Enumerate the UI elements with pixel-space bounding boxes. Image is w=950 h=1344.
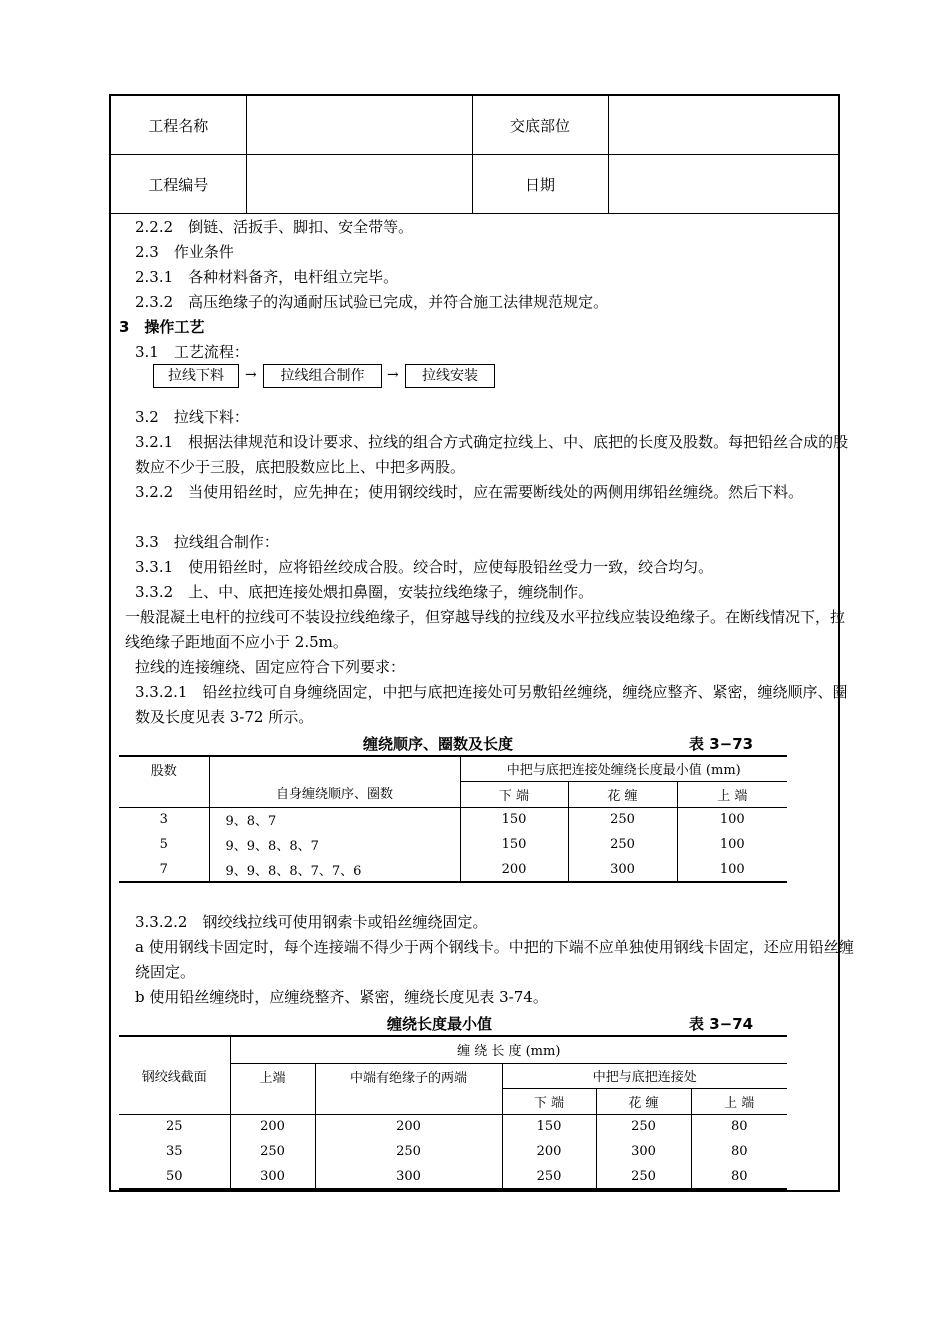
cell: 300 bbox=[230, 1164, 315, 1189]
col-upper: 上端 bbox=[230, 1063, 315, 1114]
col-top: 上 端 bbox=[691, 1088, 787, 1114]
cell: 300 bbox=[568, 857, 677, 882]
cell: 300 bbox=[315, 1164, 502, 1189]
cell: 300 bbox=[596, 1139, 691, 1164]
table73-title: 缠绕顺序、圈数及长度 bbox=[363, 735, 514, 753]
paragraph: 2.2.2 倒链、活扳手、脚扣、安全带等。 bbox=[135, 218, 414, 236]
paragraph: 3.3.2 上、中、底把连接处煨扣鼻圈，安装拉线绝缘子，缠绕制作。 bbox=[135, 583, 594, 601]
table74-number: 表 3−74 bbox=[689, 1015, 754, 1033]
paragraph: 2.3.2 高压绝缘子的沟通耐压试验已完成，并符合施工法律规范规定。 bbox=[135, 293, 609, 311]
col-lower: 下 端 bbox=[502, 1088, 596, 1114]
arrow-icon: → bbox=[245, 367, 257, 383]
paragraph: 2.3 作业条件 bbox=[135, 243, 234, 261]
table-row bbox=[119, 807, 787, 832]
section-heading: 3 操作工艺 bbox=[119, 318, 205, 336]
cell: 35 bbox=[119, 1139, 230, 1164]
table-row bbox=[119, 1114, 787, 1139]
document-frame bbox=[109, 94, 854, 1192]
project-name-label: 工程名称 bbox=[111, 96, 246, 155]
cell: 7 bbox=[119, 857, 209, 882]
paragraph: 2.3.1 各种材料备齐，电杆组立完毕。 bbox=[135, 268, 399, 286]
cell: 250 bbox=[596, 1114, 691, 1139]
table74-title: 缠绕长度最小值 bbox=[387, 1015, 493, 1033]
cell: 100 bbox=[719, 837, 745, 852]
paragraph: a 使用钢线卡固定时，每个连接端不得少于两个钢线卡。中把的下端不应单独使用钢线卡固定，还应用铅丝缠绕固定。 bbox=[135, 938, 854, 981]
table-74 bbox=[119, 1035, 787, 1190]
cell: 150 bbox=[460, 832, 568, 857]
paragraph: 3.1 工艺流程： bbox=[135, 343, 249, 361]
project-no-value bbox=[246, 155, 472, 214]
location-label: 交底部位 bbox=[472, 96, 608, 155]
cell: 50 bbox=[119, 1164, 230, 1189]
table73-number: 表 3−73 bbox=[689, 735, 754, 753]
location-value bbox=[608, 96, 838, 155]
date-label: 日期 bbox=[472, 155, 608, 214]
col-flower: 花 缠 bbox=[568, 781, 677, 807]
cell: 80 bbox=[691, 1164, 787, 1189]
cell: 250 bbox=[568, 832, 677, 857]
cell: 250 bbox=[315, 1139, 502, 1164]
col-section: 钢绞线截面 bbox=[119, 1036, 230, 1114]
cell: 80 bbox=[730, 1144, 748, 1159]
col-flower: 花 缠 bbox=[596, 1088, 691, 1114]
cell: 200 bbox=[460, 857, 568, 882]
table-73 bbox=[119, 755, 787, 883]
cell: 150 bbox=[502, 1114, 596, 1139]
flow-step: 拉线安装 bbox=[405, 364, 495, 388]
table-row bbox=[119, 1164, 787, 1189]
paragraph: 3.3.1 使用铅丝时，应将铅丝绞成合股。绞合时，应使每股铅丝受力一致，绞合均匀。 bbox=[135, 558, 714, 576]
project-name-value bbox=[246, 96, 472, 155]
flow-step: 拉线下料 bbox=[153, 364, 239, 388]
paragraph: 3.2 拉线下料： bbox=[135, 408, 249, 426]
cell: 150 bbox=[460, 807, 568, 832]
cell: 5 bbox=[119, 832, 209, 857]
table-row bbox=[119, 832, 787, 857]
table-row bbox=[119, 857, 787, 882]
cell: 9、9、8、8、7、7、6 bbox=[209, 857, 460, 882]
paragraph: b 使用铅丝缠绕时，应缠绕整齐、紧密，缠绕长度见表 3-74。 bbox=[135, 988, 548, 1006]
paragraph: 3.2.1 根据法律规范和设计要求、拉线的组合方式确定拉线上、中、底把的长度及股数。每把铅丝合成的股数应不少于三股，底把股数应比上、中把多两股。 bbox=[135, 433, 849, 476]
paragraph: 拉线的连接缠绕、固定应符合下列要求： bbox=[135, 658, 406, 676]
col-upper: 上 端 bbox=[677, 781, 787, 807]
col-lower: 下 端 bbox=[460, 781, 568, 807]
col-middle: 中端有绝缘子的两端 bbox=[315, 1063, 502, 1114]
cell: 100 bbox=[719, 812, 745, 828]
col-group: 中把与底把连接处缠绕长度最小值 (mm) bbox=[460, 756, 787, 781]
cell: 250 bbox=[230, 1139, 315, 1164]
project-no-label: 工程编号 bbox=[111, 155, 246, 214]
cell: 80 bbox=[730, 1119, 748, 1135]
cell: 200 bbox=[315, 1114, 502, 1139]
cell: 200 bbox=[502, 1139, 596, 1164]
paragraph: 3.3 拉线组合制作： bbox=[135, 533, 279, 551]
paragraph: 一般混凝土电杆的拉线可不装设拉线绝缘子，但穿越导线的拉线及水平拉线应装设绝缘子。在断线情况下，拉线绝缘子距地面不应小于 2.5m。 bbox=[125, 608, 846, 651]
table-row bbox=[119, 1139, 787, 1164]
cell: 25 bbox=[119, 1114, 230, 1139]
paragraph: 3.3.2.1 铅丝拉线可自身缠绕固定，中把与底把连接处可另敷铅丝缠绕，缠绕应整齐、紧密，缠绕顺序、圈数及长度见表 3-72 所示。 bbox=[135, 683, 848, 726]
cell: 250 bbox=[596, 1164, 691, 1189]
flow-step: 拉线组合制作 bbox=[263, 364, 382, 388]
cell: 3 bbox=[119, 807, 209, 832]
paragraph: 3.3.2.2 钢绞线拉线可使用钢索卡或铅丝缠绕固定。 bbox=[135, 913, 488, 931]
cell: 250 bbox=[502, 1164, 596, 1189]
arrow-icon: → bbox=[387, 367, 399, 383]
cell: 250 bbox=[568, 807, 677, 832]
cell: 9、9、8、8、7 bbox=[209, 832, 460, 857]
col-group: 缠 绕 长 度 (mm) bbox=[230, 1036, 787, 1063]
col-order: 自身缠绕顺序、圈数 bbox=[209, 756, 460, 807]
paragraph: 3.2.2 当使用铅丝时，应先抻在；使用钢绞线时，应在需要断线处的两侧用绑铅丝缠绕。然后下料。 bbox=[135, 483, 804, 501]
cell: 200 bbox=[230, 1114, 315, 1139]
cell: 9、8、7 bbox=[209, 807, 460, 832]
col-joint: 中把与底把连接处 bbox=[502, 1063, 787, 1088]
cell: 100 bbox=[677, 857, 787, 882]
date-value bbox=[608, 155, 838, 214]
header-table bbox=[111, 96, 838, 214]
col-strands: 股数 bbox=[119, 756, 209, 807]
